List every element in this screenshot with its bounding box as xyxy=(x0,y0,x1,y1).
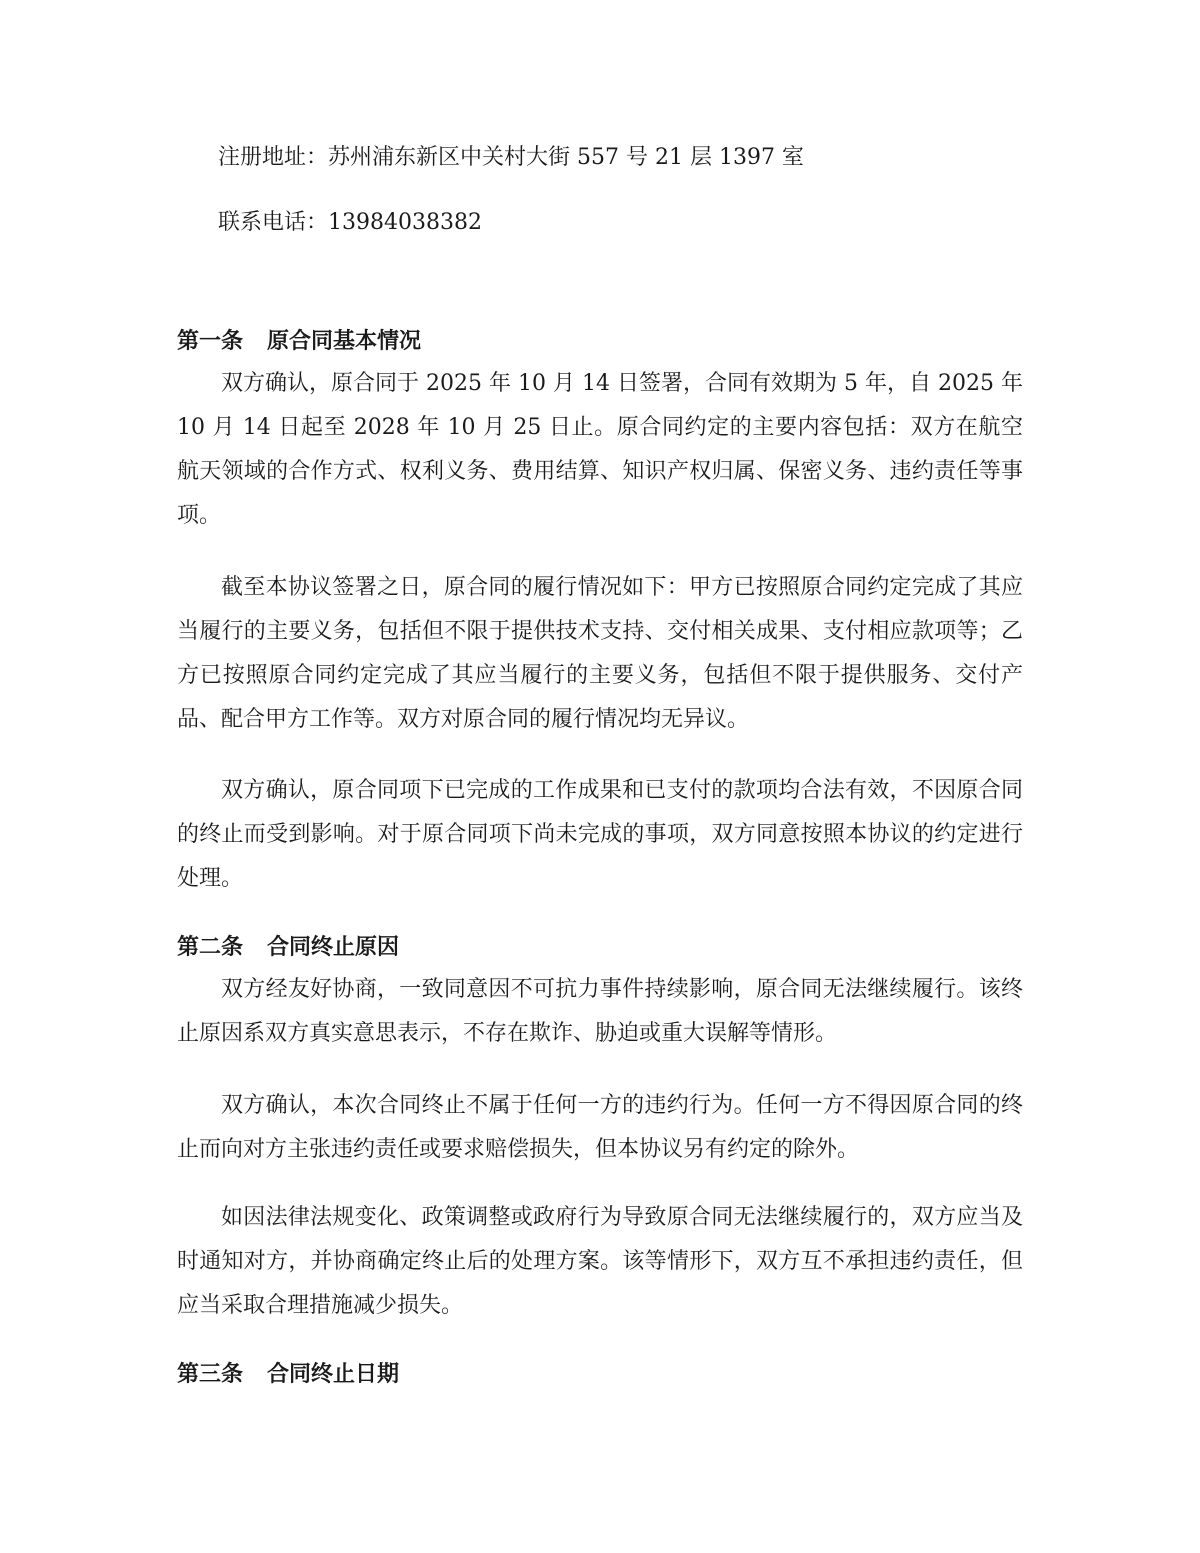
section-title: 合同终止日期 xyxy=(267,1362,400,1387)
section-2-paragraph-3: 如因法律法规变化、政策调整或政府行为导致原合同无法继续履行的，双方应当及时通知对方，并协商确定终止后的处理方案。该等情形下，双方互不承担违约责任，但应当采取合理措施减少损失。 xyxy=(177,1205,1023,1318)
contact-phone: 联系电话：13984038382 xyxy=(218,210,482,235)
section-1-paragraph-1: 双方确认，原合同于 2025 年 10 月 14 日签署，合同有效期为 5 年，自 2025 年 10 月 14 日起至 2028 年 10 月 25 日止。原合同约定的主要内容包括：双方在航空航天领域的合作方式、权利义务、费用结算、知识产权归属、保密义务、违约责任等事项。 xyxy=(177,371,1023,528)
section-number: 第二条 xyxy=(177,935,244,960)
section-2-paragraph-1: 双方经友好协商，一致同意因不可抗力事件持续影响，原合同无法继续履行。该终止原因系双方真实意思表示，不存在欺诈、胁迫或重大误解等情形。 xyxy=(177,977,1023,1046)
section-title: 合同终止原因 xyxy=(267,935,400,960)
registered-address: 注册地址：苏州浦东新区中关村大街 557 号 21 层 1397 室 xyxy=(218,145,804,170)
section-1-paragraph-2: 截至本协议签署之日，原合同的履行情况如下：甲方已按照原合同约定完成了其应当履行的主要义务，包括但不限于提供技术支持、交付相关成果、支付相应款项等；乙方已按照原合同约定完成了其应当履行的主要义务，包括但不限于提供服务、交付产品、配合甲方工作等。双方对原合同的履行情况均无异议。 xyxy=(177,575,1023,732)
section-heading-3 xyxy=(177,1360,399,1390)
section-number: 第一条 xyxy=(177,329,244,354)
section-number: 第三条 xyxy=(177,1362,244,1387)
section-heading-2 xyxy=(177,933,399,963)
section-2-paragraph-2: 双方确认，本次合同终止不属于任何一方的违约行为。任何一方不得因原合同的终止而向对方主张违约责任或要求赔偿损失，但本协议另有约定的除外。 xyxy=(177,1093,1023,1162)
section-1-paragraph-3: 双方确认，原合同项下已完成的工作成果和已支付的款项均合法有效，不因原合同的终止而受到影响。对于原合同项下尚未完成的事项，双方同意按照本协议的约定进行处理。 xyxy=(177,778,1023,891)
section-title: 原合同基本情况 xyxy=(267,329,422,354)
section-heading-1 xyxy=(177,327,421,357)
